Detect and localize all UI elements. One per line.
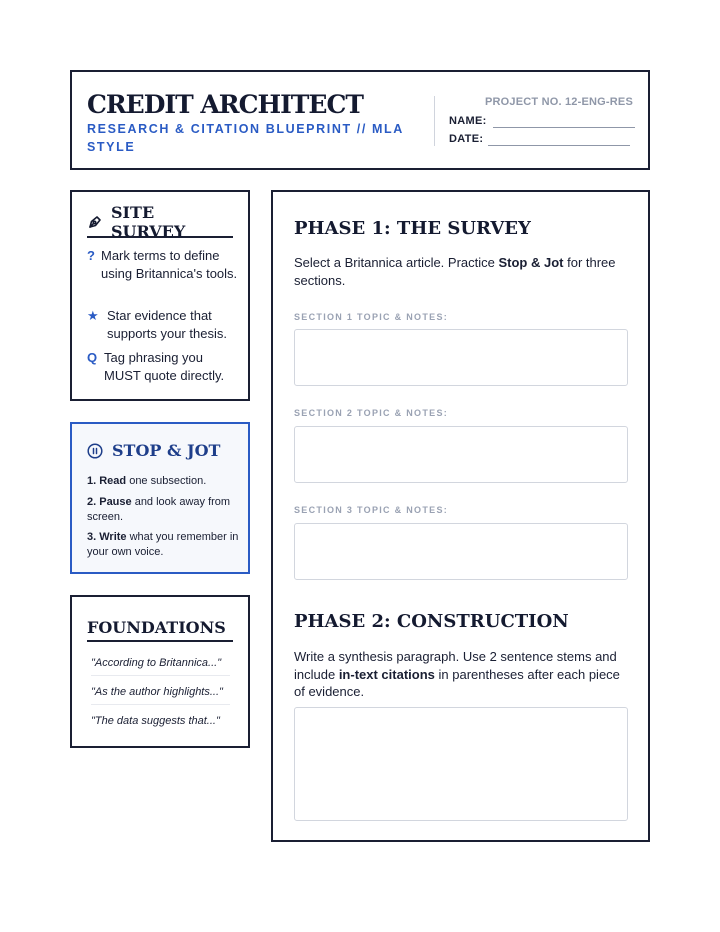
foundations-title: FOUNDATIONS [87,618,226,637]
survey-item [87,247,240,283]
site-survey-panel [70,190,250,401]
foundations-heading [87,615,233,642]
section1-notes-input[interactable] [294,329,628,386]
survey-item-text: Mark terms to define using Britannica's tools. [101,248,238,281]
stop-and-jot-panel [70,422,250,574]
pause-circle-icon [87,443,103,459]
survey-item [87,307,240,343]
section3-label: SECTION 3 TOPIC & NOTES: [294,505,449,515]
project-number: PROJECT NO. 12-ENG-RES [484,96,633,108]
section1-label: SECTION 1 TOPIC & NOTES: [294,312,449,322]
date-field[interactable] [488,145,630,146]
survey-item-text: Tag phrasing you MUST quote directly. [104,350,225,383]
quote-tag-icon: Q [87,350,98,365]
page-subtitle: RESEARCH & CITATION BLUEPRINT // MLA STYLE [87,122,404,154]
phase2-title: PHASE 2: CONSTRUCTION [294,611,569,632]
section2-label: SECTION 2 TOPIC & NOTES: [294,408,449,418]
sentence-stem: "The data suggests that..." [91,715,220,727]
question-mark-icon: ? [87,248,95,263]
sentence-stem: "According to Britannica..." [91,657,230,676]
name-label: NAME: [449,115,487,127]
star-icon: ★ [87,308,99,323]
synthesis-paragraph-input[interactable] [294,707,628,821]
header-panel [70,70,650,170]
page-title: CREDIT ARCHITECT [87,90,363,119]
survey-item [87,349,240,385]
main-worksheet-panel [271,190,650,842]
name-field[interactable] [493,127,635,128]
section3-notes-input[interactable] [294,523,628,580]
section2-notes-input[interactable] [294,426,628,483]
site-survey-heading [87,203,233,241]
stop-and-jot-title: STOP & JOT [112,441,221,460]
date-label: DATE: [449,133,484,145]
survey-item-text: Star evidence that supports your thesis. [107,308,227,341]
phase2-instructions: Write a synthesis paragraph. Use 2 sentence stems and include in-text citations in parentheses after each piece of evidence. [294,649,620,699]
phase1-title: PHASE 1: THE SURVEY [294,218,531,239]
jot-step: 2. Pause and look away from screen. [87,496,231,523]
header-divider [434,96,435,146]
foundations-panel [70,595,250,748]
sentence-stem: "As the author highlights..." [91,686,230,705]
jot-step: 1. Read one subsection. [87,475,207,487]
pen-tool-icon [87,214,103,230]
phase1-instructions: Select a Britannica article. Practice Stop & Jot for three sections. [294,255,616,288]
site-survey-title: SITE SURVEY [111,203,186,241]
jot-step: 3. Write what you remember in your own voice. [87,531,239,558]
